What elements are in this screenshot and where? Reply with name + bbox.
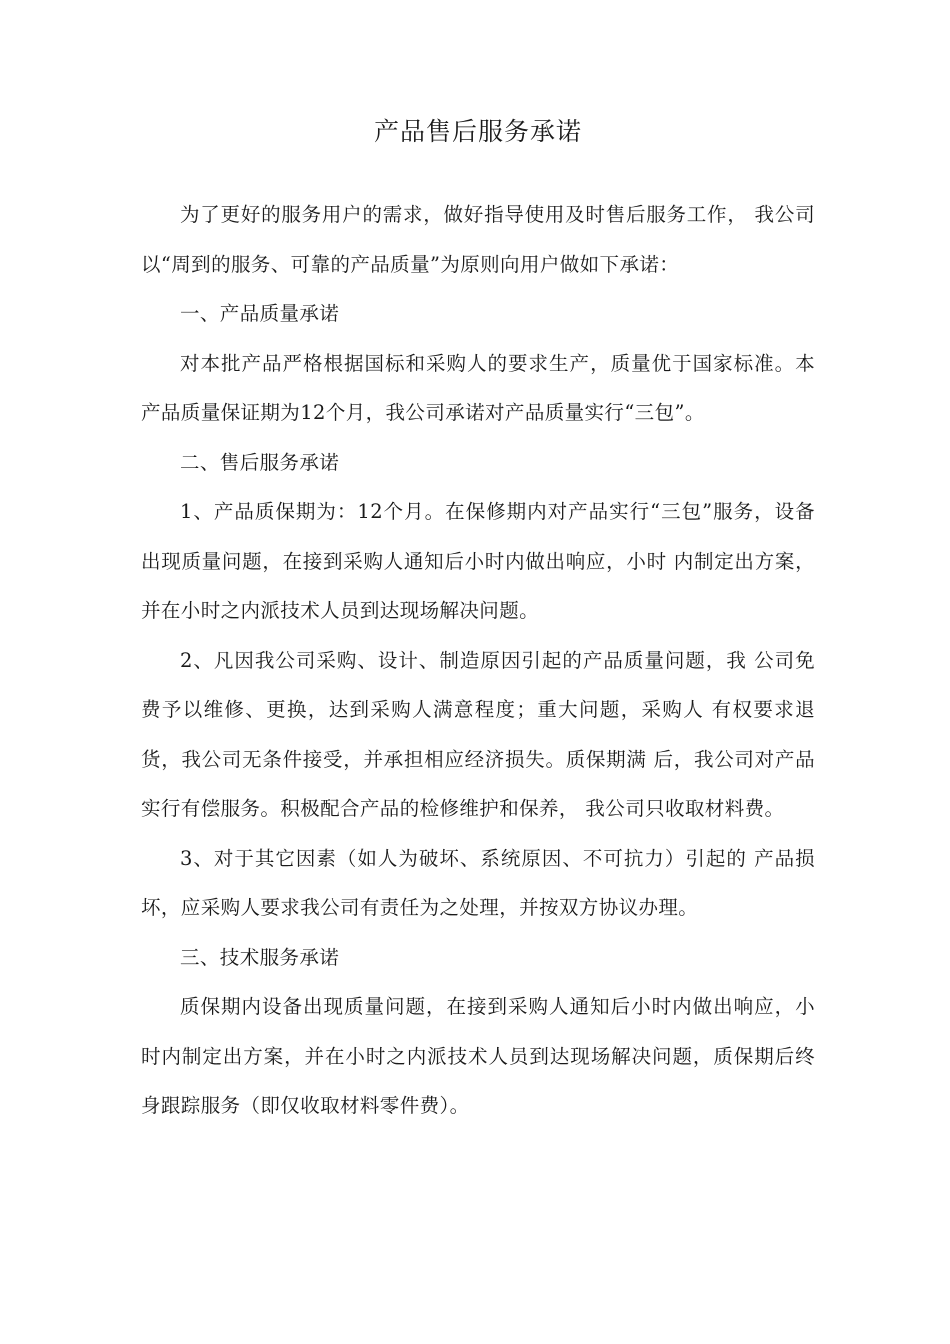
after-sales-item-2: 2、凡因我公司采购、设计、制造原因引起的产品质量问题，我 公司免费予以维修、更换，达到采购人满意程度；重大问题，采购人 有权要求退货，我公司无条件接受，并承担相应经济损失。质保期满 后，我公司对产品实行有偿服务。积极配合产品的检修维护和保养， 我公司只收取材料费。 — [141, 648, 815, 820]
technical-paragraph: 质保期内设备出现质量问题，在接到采购人通知后小时内做出响应，小时内制定出方案，并在小时之内派技术人员到达现场解决问题，质保期后终身跟踪服务（即仅收取材料零件费）。 — [141, 995, 815, 1117]
section-heading-after-sales: 二、售后服务承诺 — [180, 450, 340, 474]
section-heading-quality: 一、产品质量承诺 — [180, 302, 340, 325]
document-title: 产品售后服务承诺 — [373, 117, 582, 146]
section-heading-technical: 三、技术服务承诺 — [180, 945, 340, 969]
after-sales-item-3: 3、对于其它因素（如人为破坏、系统原因、不可抗力）引起的 产品损坏，应采购人要求我公司有责任为之处理，并按双方协议办理。 — [141, 846, 815, 919]
after-sales-item-1: 1、产品质保期为：12个月。在保修期内对产品实行“三包”服务，设备出现质量问题，在接到采购人通知后小时内做出响应，小时 内制定出方案，并在小时之内派技术人员到达现场解决问题。 — [141, 500, 815, 622]
intro-paragraph: 为了更好的服务用户的需求，做好指导使用及时售后服务工作， 我公司以“周到的服务、可靠的产品质量”为原则向用户做如下承诺： — [141, 203, 815, 276]
quality-paragraph: 对本批产品严格根据国标和采购人的要求生产，质量优于国家标准。本产品质量保证期为12个月，我公司承诺对产品质量实行“三包”。 — [141, 351, 815, 424]
